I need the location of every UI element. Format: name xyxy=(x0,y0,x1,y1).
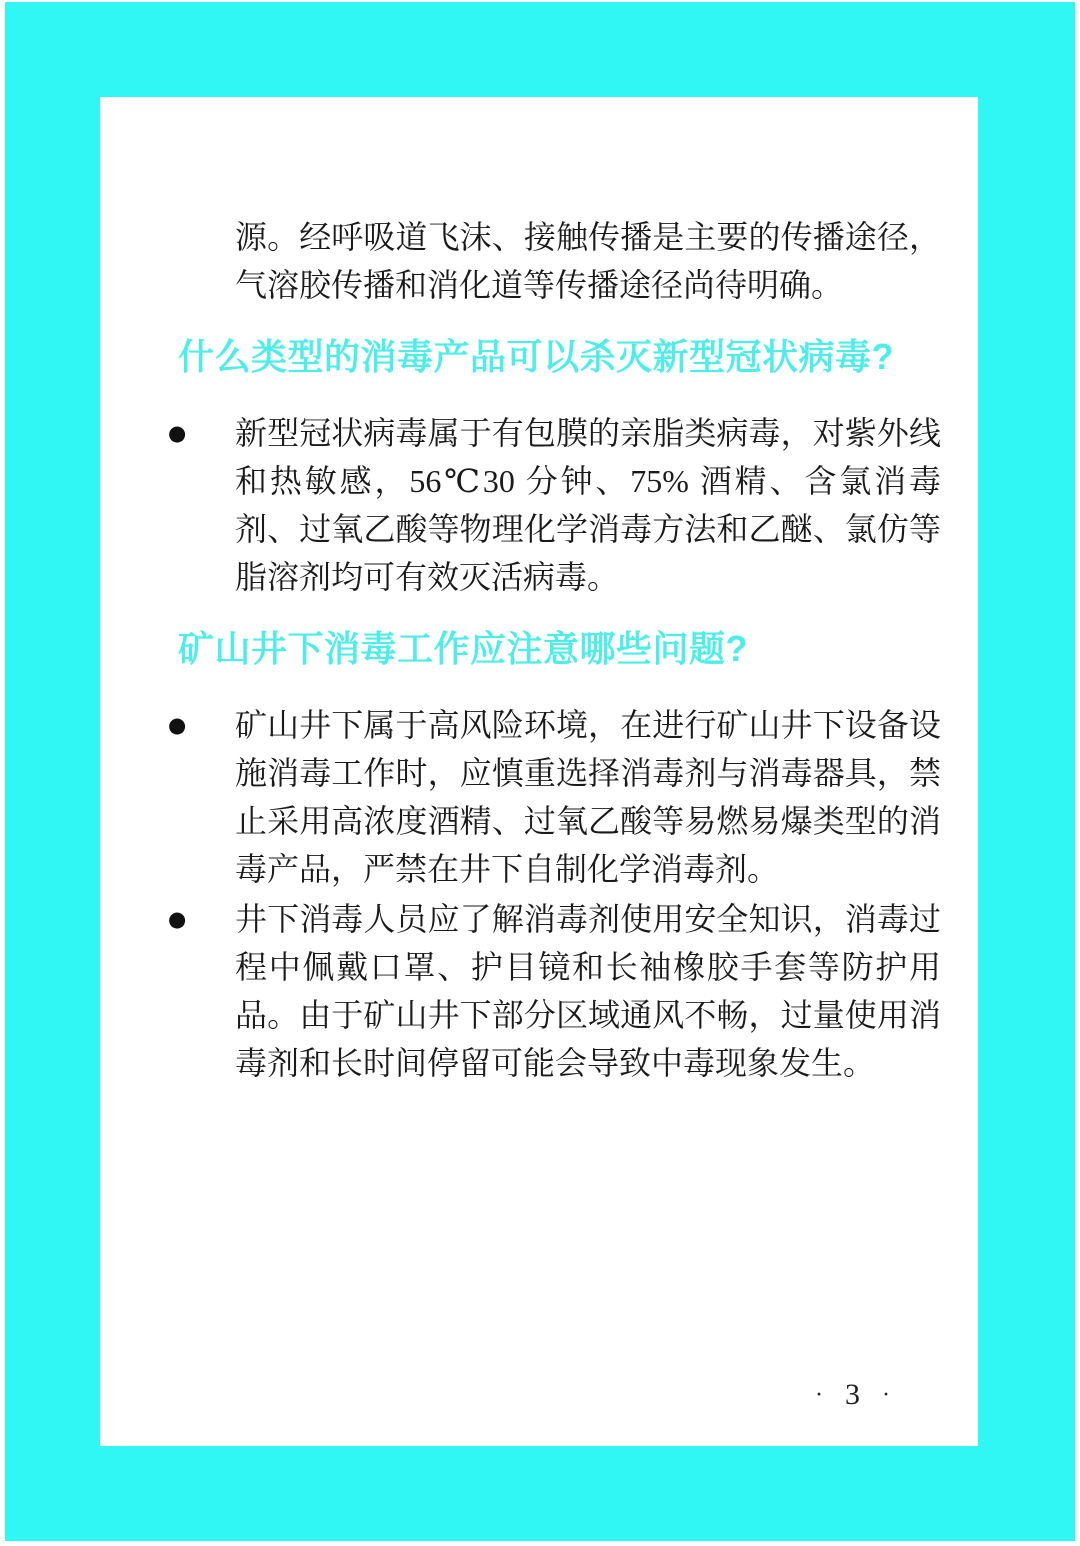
page-content-area xyxy=(100,97,978,1446)
bullet-icon: ● xyxy=(168,713,187,737)
section-heading-mine-disinfection: 矿山井下消毒工作应注意哪些问题? xyxy=(178,628,748,669)
bullet-text: 矿山井下属于高风险环境，在进行矿山井下设备设施消毒工作时，应慎重选择消毒剂与消毒器具，禁止采用高浓度酒精、过氧乙酸等易燃易爆类型的消毒产品，严禁在井下自制化学消毒剂。 xyxy=(235,707,941,887)
bullet-item xyxy=(168,701,941,893)
bullet-text: 新型冠状病毒属于有包膜的亲脂类病毒，对紫外线和热敏感，56℃30 分钟、75% 酒精、含氯消毒剂、过氧乙酸等物理化学消毒方法和乙醚、氯仿等脂溶剂均可有效灭活病毒。 xyxy=(235,415,941,595)
page-number xyxy=(815,1378,890,1412)
page-number-left-dot: · xyxy=(815,1382,823,1408)
text-column xyxy=(100,97,978,1087)
intro-paragraph: 源。经呼吸道飞沫、接触传播是主要的传播途径，气溶胶传播和消化道等传播途径尚待明确。 xyxy=(235,219,941,303)
bullet-text: 井下消毒人员应了解消毒剂使用安全知识，消毒过程中佩戴口罩、护目镜和长袖橡胶手套等防护用品。由于矿山井下部分区域通风不畅，过量使用消毒剂和长时间停留可能会导致中毒现象发生。 xyxy=(235,901,941,1081)
page-number-right-dot: · xyxy=(882,1382,890,1408)
page-number-value: 3 xyxy=(845,1378,860,1411)
section-heading-disinfectant-types: 什么类型的消毒产品可以杀灭新型冠状病毒? xyxy=(178,336,894,377)
bullet-item xyxy=(168,895,941,1087)
bullet-icon: ● xyxy=(168,907,187,931)
bullet-item xyxy=(168,409,941,601)
bullet-icon: ● xyxy=(168,421,187,445)
